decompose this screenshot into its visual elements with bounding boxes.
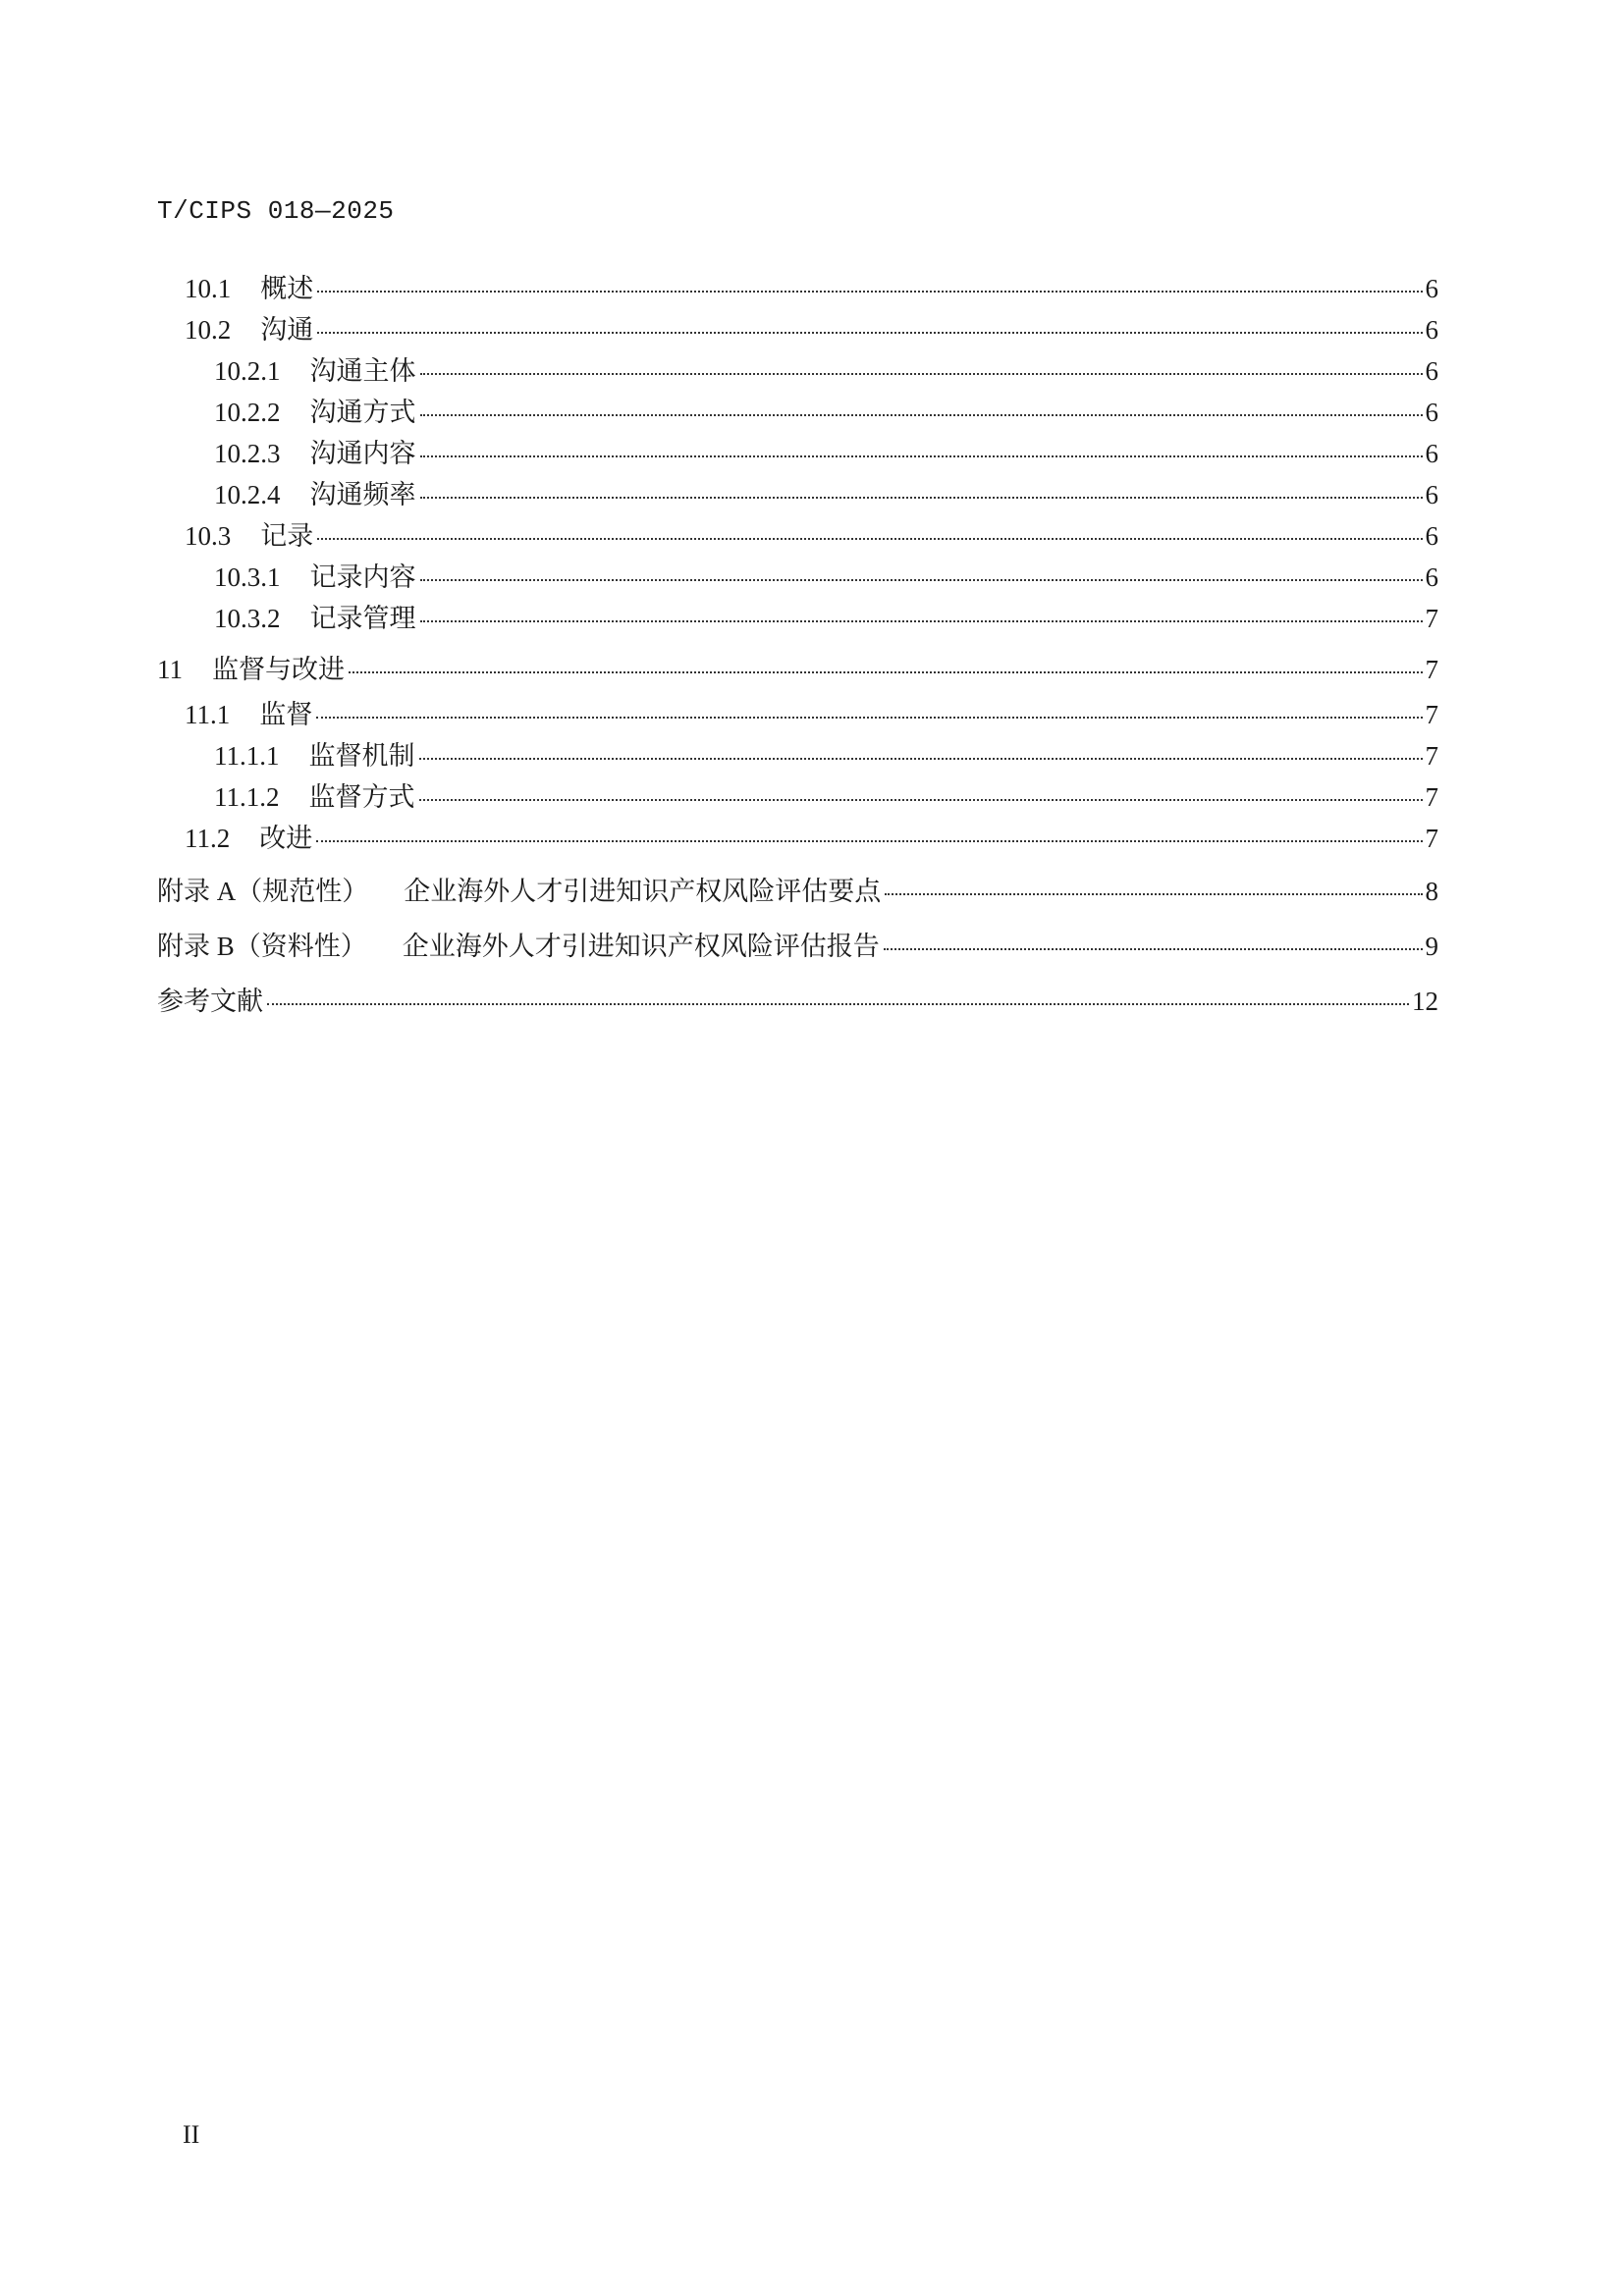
toc-entry-title: 沟通 (260, 315, 314, 345)
toc-leader-dots (267, 1003, 1409, 1005)
toc-entry-number: 附录 B（资料性） (157, 932, 367, 961)
toc-entry-number: 10.3.1 (214, 562, 281, 592)
toc-entry-title: 沟通方式 (309, 398, 416, 427)
toc-entry-title: 监督机制 (308, 741, 415, 771)
toc-entry-page: 9 (1425, 932, 1438, 961)
toc-entry-page: 6 (1425, 521, 1438, 551)
toc-entry-number: 附录 A（规范性） (157, 877, 369, 906)
toc-leader-dots (420, 414, 1423, 416)
toc-entry-title: 记录管理 (309, 604, 416, 633)
toc-entry-page: 7 (1425, 655, 1438, 684)
toc-entry-page: 6 (1425, 562, 1438, 592)
toc-entry-number: 11.1.1 (214, 741, 280, 771)
toc-leader-dots (317, 332, 1422, 334)
toc-leader-dots (317, 538, 1422, 540)
toc-leader-dots (420, 373, 1423, 375)
page-number: II (183, 2120, 200, 2149)
toc-entry-page: 7 (1425, 604, 1438, 633)
toc-entry-title: 监督方式 (308, 782, 415, 812)
toc-entry-page: 7 (1425, 782, 1438, 812)
toc-entry-number: 11.2 (185, 824, 231, 853)
toc-entry-number: 10.2 (185, 315, 232, 345)
toc-entry-page: 6 (1425, 356, 1438, 386)
toc-entry-title: 沟通内容 (309, 439, 416, 468)
toc-entry[interactable] (157, 395, 1438, 430)
toc-entry[interactable] (157, 353, 1438, 389)
toc-entry-number: 10.2.3 (214, 439, 281, 468)
toc-leader-dots (419, 758, 1423, 760)
toc-entry-page: 12 (1412, 987, 1438, 1016)
toc-leader-dots (419, 799, 1423, 801)
toc-entry-number: 10.2.4 (214, 480, 281, 509)
toc-entry-page: 6 (1425, 315, 1438, 345)
toc-leader-dots (317, 291, 1422, 293)
toc-entry-page: 8 (1425, 877, 1438, 906)
toc-entry[interactable] (157, 779, 1438, 815)
toc-entry[interactable] (157, 929, 1438, 964)
toc-entry[interactable] (157, 477, 1438, 512)
toc-entry[interactable] (157, 697, 1438, 732)
toc-entry-title: 监督与改进 (212, 655, 345, 684)
toc-entry-page: 7 (1425, 741, 1438, 771)
toc-entry[interactable] (157, 874, 1438, 909)
toc-entry-number: 10.3 (185, 521, 232, 551)
toc-entry-title: 企业海外人才引进知识产权风险评估报告 (402, 932, 880, 961)
toc-entry[interactable] (157, 601, 1438, 636)
toc-leader-dots (420, 455, 1423, 457)
toc-entry-number: 11 (157, 655, 183, 684)
toc-entry[interactable] (157, 821, 1438, 856)
toc-entry-page: 6 (1425, 439, 1438, 468)
toc-entry-title: 记录 (260, 521, 314, 551)
toc-leader-dots (316, 717, 1422, 719)
toc-entry-number: 10.1 (185, 274, 232, 303)
toc-entry-number: 10.3.2 (214, 604, 281, 633)
toc-entry-title: 参考文献 (157, 987, 263, 1016)
toc-entry-title: 企业海外人才引进知识产权风险评估要点 (404, 877, 882, 906)
toc-entry[interactable] (157, 652, 1438, 687)
toc-entry-title: 概述 (260, 274, 314, 303)
toc-leader-dots (885, 893, 1422, 895)
toc-entry-page: 6 (1425, 274, 1438, 303)
toc-entry-title: 沟通主体 (309, 356, 416, 386)
toc-entry-title: 监督 (259, 700, 313, 729)
toc-entry-title: 改进 (259, 824, 313, 853)
toc-entry[interactable] (157, 312, 1438, 347)
document-code: T/CIPS 018—2025 (157, 196, 395, 226)
toc-leader-dots (349, 671, 1423, 673)
toc-entry-number: 10.2.2 (214, 398, 281, 427)
toc-entry-page: 6 (1425, 398, 1438, 427)
toc-entry-number: 11.1.2 (214, 782, 280, 812)
toc-leader-dots (316, 840, 1422, 842)
toc-leader-dots (884, 948, 1423, 950)
toc-entry[interactable] (157, 271, 1438, 306)
toc-entry[interactable] (157, 436, 1438, 471)
toc-entry[interactable] (157, 560, 1438, 595)
table-of-contents (157, 265, 1438, 1019)
toc-entry-number: 11.1 (185, 700, 231, 729)
toc-leader-dots (420, 579, 1423, 581)
toc-entry-page: 6 (1425, 480, 1438, 509)
toc-entry-number: 10.2.1 (214, 356, 281, 386)
toc-entry[interactable] (157, 984, 1438, 1019)
toc-entry-page: 7 (1425, 824, 1438, 853)
toc-entry-title: 记录内容 (309, 562, 416, 592)
toc-leader-dots (420, 497, 1423, 499)
toc-entry[interactable] (157, 518, 1438, 554)
toc-entry-page: 7 (1425, 700, 1438, 729)
toc-entry[interactable] (157, 738, 1438, 774)
toc-leader-dots (420, 620, 1423, 622)
toc-entry-title: 沟通频率 (309, 480, 416, 509)
